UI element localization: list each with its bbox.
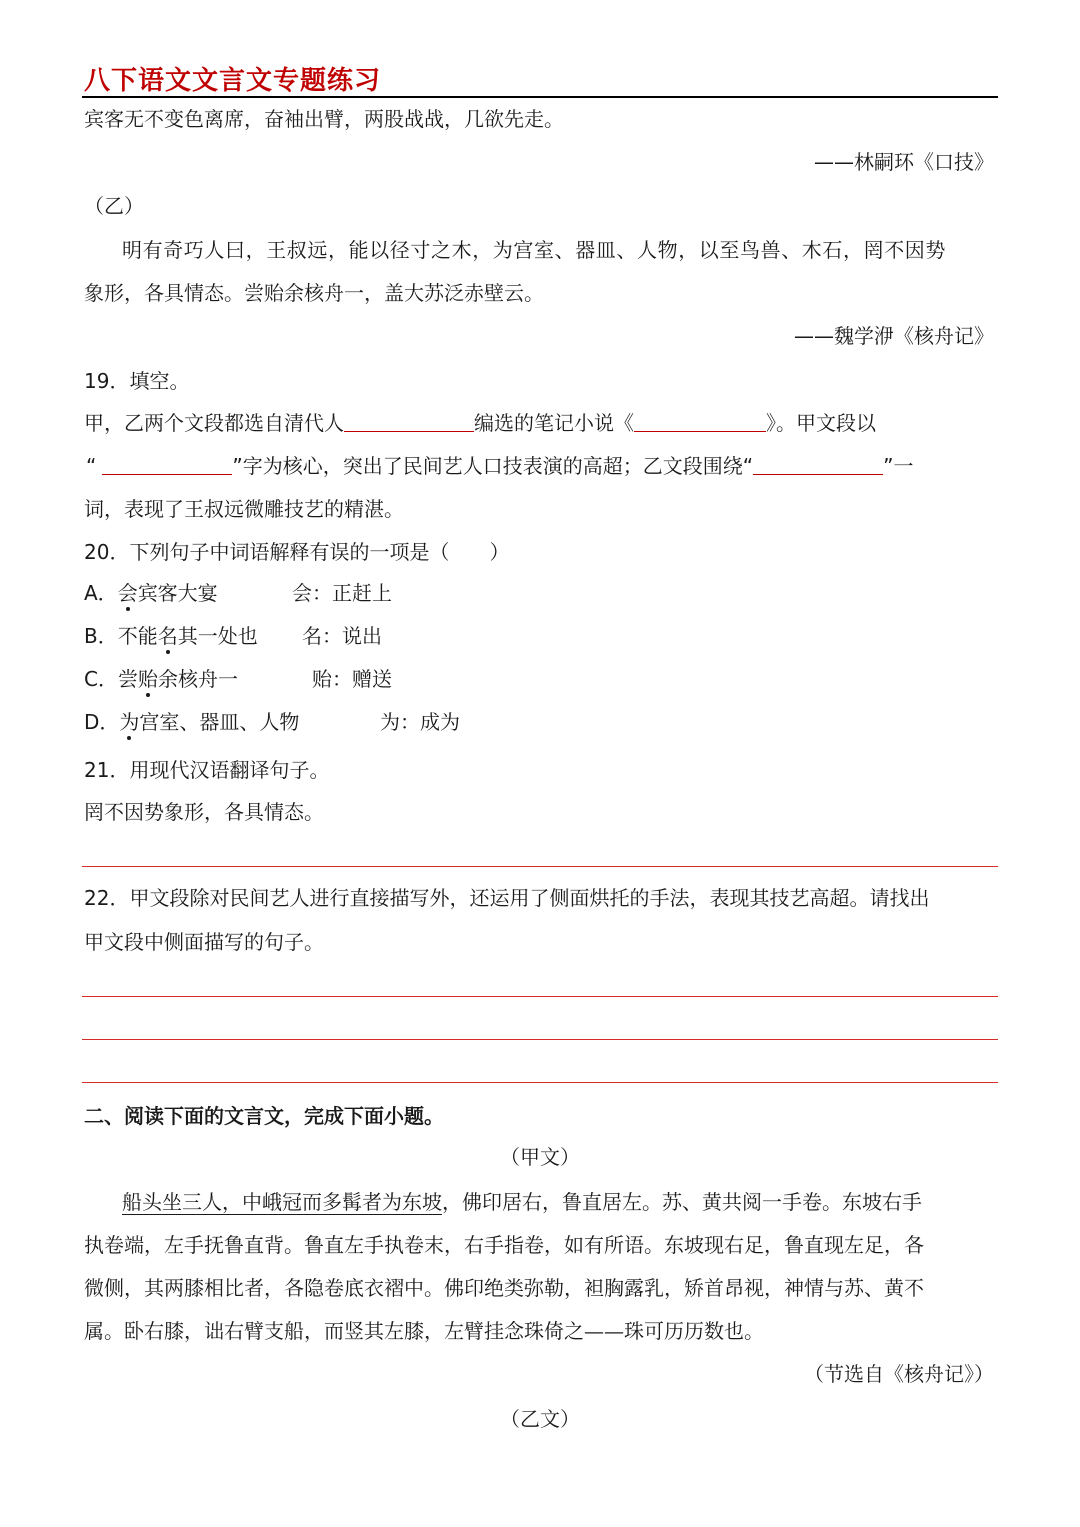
q19-text-a: 甲，乙两个文段都选自清代人 <box>84 411 344 435</box>
q19-line-3: 词，表现了王叔远微雕技艺的精湛。 <box>84 497 404 521</box>
option-text: 不能 <box>117 624 158 648</box>
underlined-sentence: 船头坐三人，中峨冠而多髯者为东坡 <box>122 1190 442 1214</box>
q20-option-c-gloss: 贻：赠送 <box>312 667 392 691</box>
dotted-character: 贻 <box>137 667 158 691</box>
q22-line-2: 甲文段中侧面描写的句子。 <box>84 930 324 954</box>
section-2-yi-label: （乙文） <box>500 1407 580 1431</box>
dotted-character: 为 <box>119 710 140 734</box>
q19-text-d: ”字为核心，突出了民间艺人口技表演的高超；乙文段围绕“ <box>232 454 754 478</box>
q20-option-b <box>84 621 258 651</box>
option-text: 余核舟一 <box>157 667 238 691</box>
passage-jia-line: 宾客无不变色离席，奋袖出臂，两股战战，几欲先走。 <box>84 107 564 131</box>
section-2-line-1 <box>122 1187 922 1217</box>
option-letter: C． <box>84 667 118 691</box>
option-text: 尝 <box>117 667 138 691</box>
paragraph-text: ，佛印居右，鲁直居左。苏、黄共阅一手卷。东坡右手 <box>442 1190 922 1214</box>
section-2-source: （节选自《核舟记》） <box>804 1362 994 1386</box>
q19-text-e: ”一 <box>883 454 914 478</box>
q19-quote-open: “ <box>86 454 97 478</box>
q21-sentence: 罔不因势象形，各具情态。 <box>84 800 324 824</box>
dotted-character: 会 <box>117 581 138 605</box>
passage-yi-label: （乙） <box>84 194 144 218</box>
q21-answer-line[interactable] <box>82 866 998 867</box>
q20-option-b-gloss: 名：说出 <box>302 624 382 648</box>
q20-option-a-gloss: 会：正赶上 <box>292 581 392 605</box>
q20-option-d <box>84 707 299 737</box>
option-letter: B． <box>84 624 118 648</box>
core-word-blank[interactable] <box>102 452 232 475</box>
option-letter: A． <box>84 581 118 605</box>
section-2-line-2: 执卷端，左手抚鲁直背。鲁直左手执卷末，右手指卷，如有所语。东坡现右足，鲁直现左足，各 <box>84 1233 924 1257</box>
q19-text-c: 》。甲文段以 <box>766 411 876 435</box>
page-title: 八下语文文言文专题练习 <box>84 66 382 96</box>
q21-title: 21．用现代汉语翻译句子。 <box>84 758 330 782</box>
option-text: 宾客大宴 <box>137 581 218 605</box>
q20-option-a <box>84 578 218 608</box>
section-2-line-4: 属。卧右膝，诎右臂支船，而竖其左膝，左臂挂念珠倚之——珠可历历数也。 <box>84 1319 764 1343</box>
key-word-blank[interactable] <box>753 452 883 475</box>
q19-line-1 <box>84 408 876 438</box>
section-2-jia-label: （甲文） <box>500 1145 580 1169</box>
header-divider <box>82 96 998 98</box>
passage-jia-source: ——林嗣环《口技》 <box>814 150 994 174</box>
q22-answer-line-2[interactable] <box>82 1039 998 1040</box>
passage-yi-line-2: 象形，各具情态。尝贻余核舟一，盖大苏泛赤壁云。 <box>84 281 544 305</box>
author-blank[interactable] <box>344 409 474 432</box>
section-2-heading: 二、阅读下面的文言文，完成下面小题。 <box>84 1104 444 1128</box>
book-title-blank[interactable] <box>634 409 766 432</box>
q20-option-d-gloss: 为：成为 <box>380 710 460 734</box>
section-2-line-3: 微侧，其两膝相比者，各隐卷底衣褶中。佛印绝类弥勒，袒胸露乳，矫首昂视，神情与苏、黄不 <box>84 1276 924 1300</box>
q19-text-b: 编选的笔记小说《 <box>474 411 634 435</box>
q22-answer-line-1[interactable] <box>82 996 998 997</box>
q20-option-c <box>84 664 238 694</box>
option-text: 其一处也 <box>177 624 258 648</box>
option-text: 宫室、器皿、人物 <box>139 710 300 734</box>
passage-yi-line-1: 明有奇巧人曰，王叔远，能以径寸之木，为宫室、器皿、人物，以至鸟兽、木石，罔不因势 <box>122 238 946 262</box>
passage-yi-source: ——魏学洢《核舟记》 <box>794 324 994 348</box>
option-letter: D． <box>84 710 120 734</box>
dotted-character: 名 <box>157 624 178 648</box>
q20-title: 20．下列句子中词语解释有误的一项是（ ） <box>84 540 510 564</box>
q19-title: 19．填空。 <box>84 369 190 393</box>
q19-line-2 <box>86 451 913 481</box>
q22-answer-line-3[interactable] <box>82 1082 998 1083</box>
q22-line-1: 22．甲文段除对民间艺人进行直接描写外，还运用了侧面烘托的手法，表现其技艺高超。请找出 <box>84 886 930 910</box>
